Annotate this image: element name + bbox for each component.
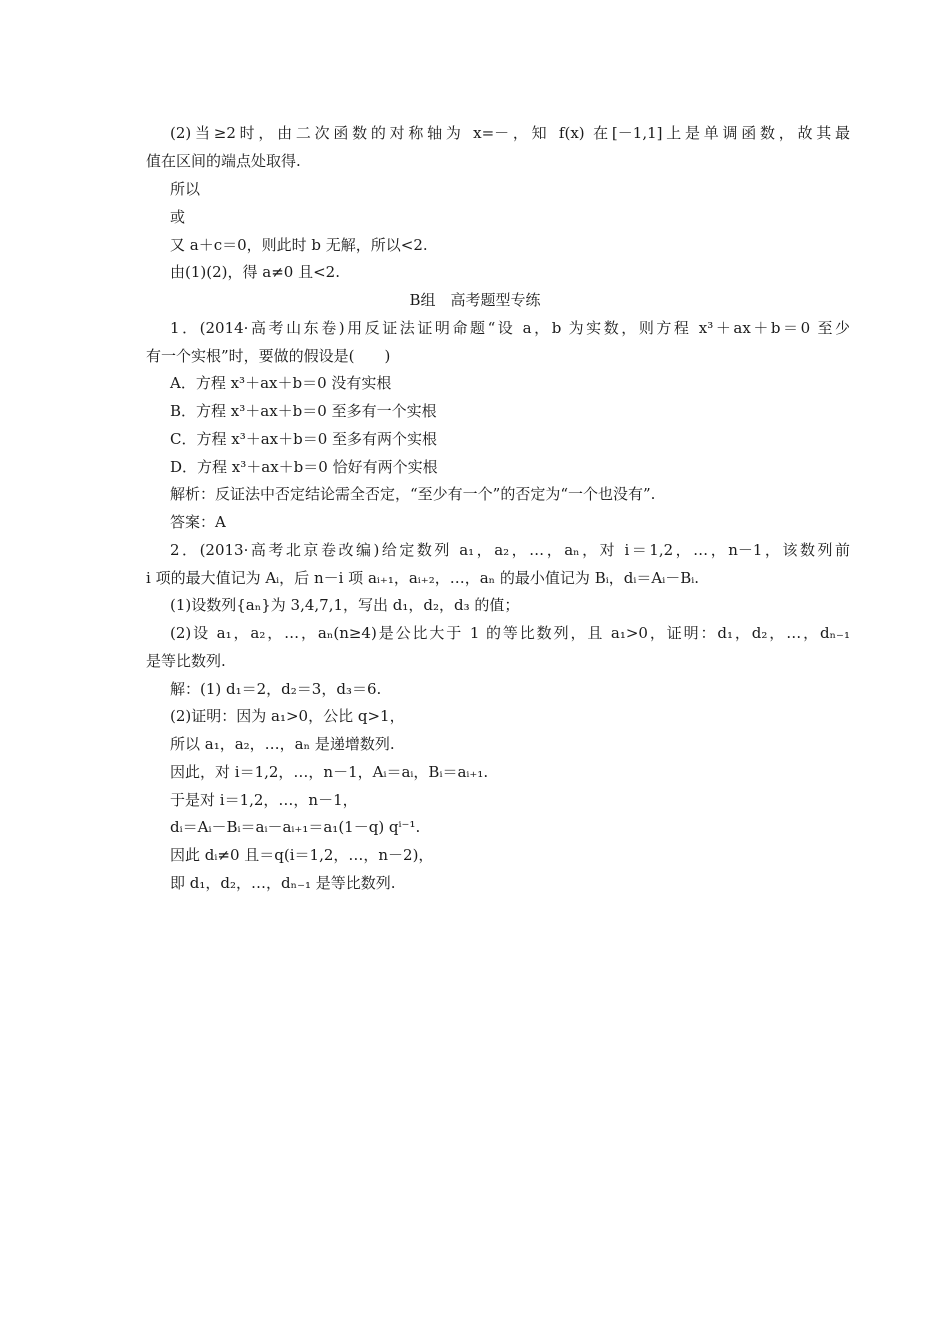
problem2-stem-line1: 2．(2013·高考北京卷改编)给定数列 a₁，a₂，…，aₙ，对 i＝1,2，…，n－1，该数列前 (170, 541, 850, 559)
problem1-answer: 答案：A (170, 513, 226, 531)
problem1-option-a: A．方程 x³＋ax＋b＝0 没有实根 (170, 374, 392, 392)
problem2-solution-part1: 解：(1) d₁＝2，d₂＝3，d₃＝6. (170, 680, 382, 698)
problem1-stem-line1: 1．(2014·高考山东卷)用反证法证明命题“设 a，b 为实数，则方程 x³＋ax＋b＝0 至少 (170, 319, 850, 337)
problem2-proof-line3: 因此，对 i＝1,2，…，n－1，Aᵢ＝aᵢ，Bᵢ＝aᵢ₊₁. (170, 763, 489, 781)
problem2-part2-line1: (2)设 a₁，a₂，…，aₙ(n≥4)是公比大于 1 的等比数列，且 a₁>0，证明：d₁，d₂，…，dₙ₋₁ (170, 624, 850, 642)
solution-condition: 又 a＋c＝0，则此时 b 无解，所以<2. (170, 236, 428, 254)
problem1-analysis: 解析：反证法中否定结论需全否定，“至少有一个”的否定为“一个也没有”. (170, 485, 656, 503)
solution-part2-line1: (2)当≥2时，由二次函数的对称轴为 x=－，知 f(x) 在[－1,1]上是单调函数，故其最 (170, 124, 850, 142)
problem2-stem-line2: i 项的最大值记为 Aᵢ，后 n－i 项 aᵢ₊₁，aᵢ₊₂，…，aₙ 的最小值记为 Bᵢ，dᵢ＝Aᵢ－Bᵢ. (146, 569, 700, 587)
problem1-option-c: C．方程 x³＋ax＋b＝0 至多有两个实根 (170, 430, 438, 448)
section-heading: B组 高考题型专练 (409, 291, 541, 309)
problem2-proof-line1: (2)证明：因为 a₁>0，公比 q>1， (170, 707, 405, 725)
problem2-part1: (1)设数列{aₙ}为 3,4,7,1，写出 d₁，d₂，d₃ 的值； (170, 596, 520, 614)
problem1-option-b: B．方程 x³＋ax＋b＝0 至多有一个实根 (170, 402, 437, 420)
solution-or: 或 (170, 208, 186, 226)
problem2-proof-line2: 所以 a₁，a₂，…，aₙ 是递增数列. (170, 735, 395, 753)
problem2-proof-line5: dᵢ＝Aᵢ－Bᵢ＝aᵢ－aᵢ₊₁＝a₁(1－q) qⁱ⁻¹. (170, 818, 421, 836)
solution-conclusion: 由(1)(2)，得 a≠0 且<2. (170, 263, 340, 281)
solution-part2-line2: 值在区间的端点处取得. (146, 152, 301, 170)
problem1-option-d: D．方程 x³＋ax＋b＝0 恰好有两个实根 (170, 458, 438, 476)
problem2-proof-line7: 即 d₁，d₂，…，dₙ₋₁ 是等比数列. (170, 874, 396, 892)
problem1-stem-line2: 有一个实根”时，要做的假设是( ) (146, 347, 391, 365)
problem2-part2-line2: 是等比数列. (146, 652, 226, 670)
solution-therefore: 所以 (170, 180, 201, 198)
problem2-proof-line4: 于是对 i＝1,2，…，n－1， (170, 791, 358, 809)
problem2-proof-line6: 因此 dᵢ≠0 且＝q(i＝1,2，…，n－2)， (170, 846, 434, 864)
